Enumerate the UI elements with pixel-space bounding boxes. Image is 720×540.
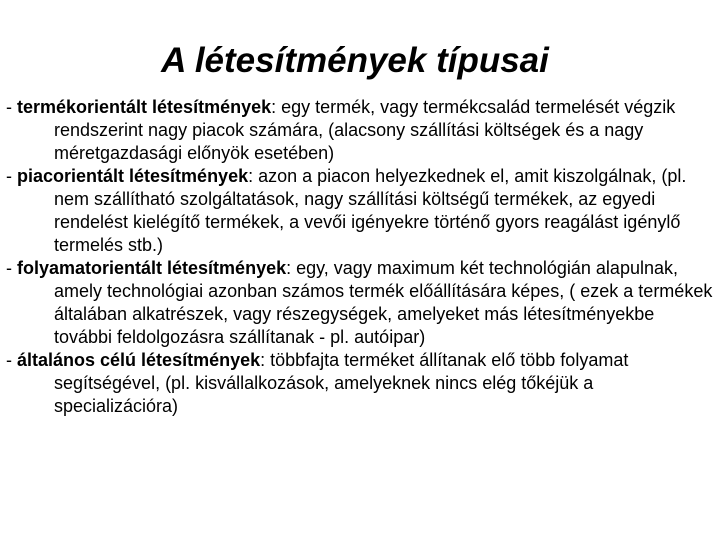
list-item-term: termékorientált létesítmények — [17, 97, 272, 117]
list-item-term: folyamatorientált létesítmények — [17, 258, 287, 278]
list-item-term: piacorientált létesítmények — [17, 166, 249, 186]
slide-title: A létesítmények típusai — [161, 41, 549, 81]
list-item-market-oriented — [6, 165, 714, 257]
list-dash: - — [6, 350, 17, 370]
list-item-description: : többfajta terméket állítanak elő több folyamat segítségével, (pl. kisvállalkozások, amelyeknek nincs elég tőkéjük a specializációra) — [54, 350, 629, 416]
list-item-process-oriented — [6, 257, 714, 349]
list-item-product-oriented — [6, 96, 714, 165]
list-item-description: : azon a piacon helyezkednek el, amit kiszolgálnak, (pl. nem szállítható szolgáltatások, nagy szállítási költségű termékek, az egyedi rendelést kielégítő termékek, a vevői igényekre történő gyors reagálást igénylő termelés stb.) — [54, 166, 687, 255]
list-item-description: : egy, vagy maximum két technológián alapulnak, amely technológiai azonban számos termék előállítására képes, ( ezek a termékek általában alkatrészek, vagy részegységek, amelyeket más létesítményekbe további feldolgozásra szállítanak - pl. autóipar) — [54, 258, 713, 347]
list-dash: - — [6, 97, 17, 117]
list-item-term: általános célú létesítmények — [17, 350, 261, 370]
list-item-general-purpose — [6, 349, 714, 418]
slide-body — [6, 96, 714, 418]
list-item-description: : egy termék, vagy termékcsalád termelését végzik rendszerint nagy piacok számára, (alacsony szállítási költségek és a nagy méretgazdasági előnyök esetében) — [54, 97, 676, 163]
list-dash: - — [6, 258, 17, 278]
list-dash: - — [6, 166, 17, 186]
